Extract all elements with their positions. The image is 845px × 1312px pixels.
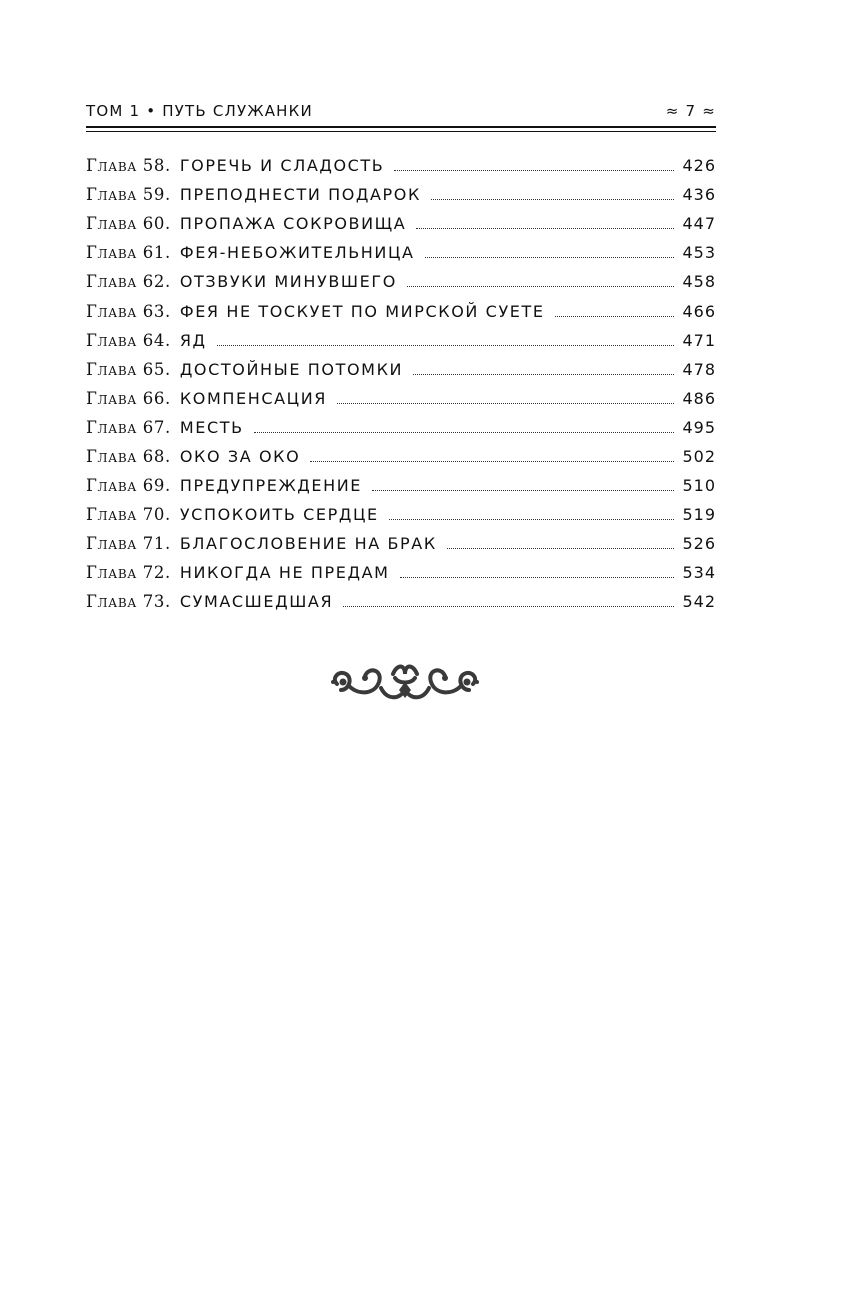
book-page (86, 0, 716, 1312)
toc-page-number: 534 (682, 563, 716, 583)
toc-entry-72[interactable] (86, 558, 716, 587)
toc-entry-66[interactable] (86, 384, 716, 413)
toc-dot-leader (555, 316, 675, 317)
toc-chapter-number: Глава 72. (86, 563, 171, 583)
toc-page-number: 486 (682, 388, 716, 408)
toc-page-number: 466 (682, 301, 716, 321)
toc-entry-63[interactable] (86, 296, 716, 325)
toc-page-number: 526 (682, 534, 716, 554)
toc-chapter-number: Глава 61. (86, 243, 171, 263)
toc-dot-leader (337, 403, 674, 404)
toc-chapter-number: Глава 60. (86, 214, 171, 234)
toc-chapter-number: Глава 64. (86, 330, 171, 350)
running-header (86, 100, 716, 122)
toc-entry-67[interactable] (86, 413, 716, 442)
toc-chapter-title: НИКОГДА НЕ ПРЕДАМ (179, 563, 390, 583)
toc-entry-68[interactable] (86, 442, 716, 471)
toc-entry-73[interactable] (86, 587, 716, 616)
toc-entry-69[interactable] (86, 471, 716, 500)
toc-chapter-title: ПРОПАЖА СОКРОВИЩА (179, 214, 407, 234)
table-of-contents (86, 151, 716, 617)
toc-chapter-title: ОТЗВУКИ МИНУВШЕГО (179, 272, 397, 292)
toc-chapter-title: КОМПЕНСАЦИЯ (179, 388, 327, 408)
toc-chapter-number: Глава 66. (86, 388, 171, 408)
toc-chapter-number: Глава 71. (86, 534, 171, 554)
header-rule-thin (86, 131, 716, 132)
toc-chapter-title: МЕСТЬ (179, 417, 244, 437)
toc-chapter-title: ГОРЕЧЬ И СЛАДОСТЬ (179, 156, 385, 176)
toc-page-number: 510 (682, 476, 716, 496)
toc-chapter-title: СУМАСШЕДШАЯ (179, 592, 334, 612)
toc-chapter-number: Глава 62. (86, 272, 171, 292)
toc-page-number: 426 (682, 156, 716, 176)
toc-chapter-title: ЯД (179, 330, 207, 350)
toc-chapter-number: Глава 63. (86, 301, 171, 321)
toc-entry-62[interactable] (86, 267, 716, 296)
toc-chapter-title: ФЕЯ-НЕБОЖИТЕЛЬНИЦА (179, 243, 415, 263)
toc-page-number: 453 (682, 243, 716, 263)
toc-entry-71[interactable] (86, 529, 716, 558)
toc-entry-65[interactable] (86, 355, 716, 384)
toc-dot-leader (431, 199, 674, 200)
toc-page-number: 542 (682, 592, 716, 612)
toc-chapter-title: ОКО ЗА ОКО (179, 446, 301, 466)
toc-dot-leader (394, 170, 674, 171)
toc-entry-70[interactable] (86, 500, 716, 529)
toc-dot-leader (343, 606, 674, 607)
toc-page-number: 495 (682, 417, 716, 437)
toc-dot-leader (389, 519, 675, 520)
running-title: ТОМ 1 • ПУТЬ СЛУЖАНКИ (86, 102, 313, 120)
toc-entry-61[interactable] (86, 238, 716, 267)
toc-entry-64[interactable] (86, 326, 716, 355)
toc-dot-leader (447, 548, 675, 549)
toc-chapter-title: УСПОКОИТЬ СЕРДЦЕ (179, 505, 379, 525)
toc-chapter-number: Глава 58. (86, 156, 171, 176)
toc-dot-leader (413, 374, 674, 375)
toc-chapter-title: БЛАГОСЛОВЕНИЕ НА БРАК (179, 534, 437, 554)
toc-chapter-number: Глава 69. (86, 476, 171, 496)
toc-page-number: 447 (682, 214, 716, 234)
toc-chapter-number: Глава 73. (86, 592, 171, 612)
toc-dot-leader (425, 257, 675, 258)
toc-page-number: 478 (682, 359, 716, 379)
toc-chapter-title: ДОСТОЙНЫЕ ПОТОМКИ (179, 359, 404, 379)
toc-dot-leader (254, 432, 675, 433)
toc-page-number: 458 (682, 272, 716, 292)
toc-chapter-number: Глава 65. (86, 359, 171, 379)
toc-dot-leader (372, 490, 674, 491)
toc-chapter-number: Глава 68. (86, 446, 171, 466)
toc-chapter-number: Глава 67. (86, 417, 171, 437)
toc-dot-leader (217, 345, 675, 346)
toc-dot-leader (400, 577, 675, 578)
toc-page-number: 519 (682, 505, 716, 525)
floral-divider-icon (329, 660, 481, 704)
header-rule-thick (86, 126, 716, 128)
page-number: ≈ 7 ≈ (665, 102, 716, 120)
toc-dot-leader (310, 461, 674, 462)
toc-chapter-title: ПРЕПОДНЕСТИ ПОДАРОК (179, 185, 421, 205)
toc-entry-59[interactable] (86, 180, 716, 209)
toc-chapter-number: Глава 59. (86, 185, 171, 205)
toc-entry-58[interactable] (86, 151, 716, 180)
toc-dot-leader (407, 286, 675, 287)
toc-chapter-number: Глава 70. (86, 505, 171, 525)
toc-dot-leader (416, 228, 674, 229)
toc-chapter-title: ПРЕДУПРЕЖДЕНИЕ (179, 476, 363, 496)
toc-page-number: 471 (682, 330, 716, 350)
toc-entry-60[interactable] (86, 209, 716, 238)
toc-page-number: 436 (682, 185, 716, 205)
toc-chapter-title: ФЕЯ НЕ ТОСКУЕТ ПО МИРСКОЙ СУЕТЕ (179, 301, 545, 321)
toc-page-number: 502 (682, 446, 716, 466)
